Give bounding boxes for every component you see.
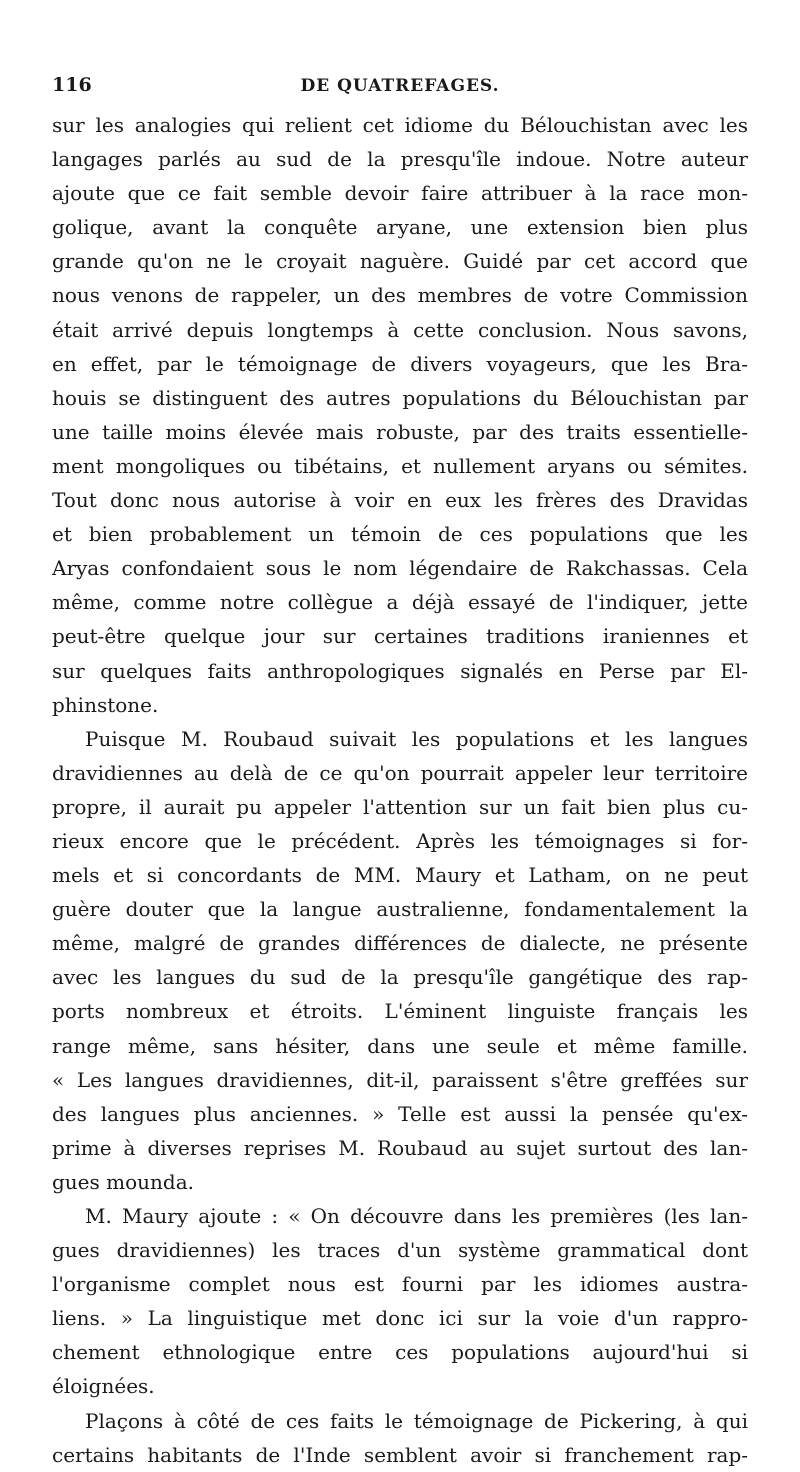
text-line: gues mounda. xyxy=(52,1169,194,1194)
text-line: certains habitants de l'Inde semblent avoir si franchement rap- xyxy=(52,1442,748,1467)
text-line: même, malgré de grandes différences de dialecte, ne présente xyxy=(52,931,748,956)
text-line: mels et si concordants de MM. Maury et Latham, on ne peut xyxy=(52,863,748,888)
text-line: et bien probablement un témoin de ces populations que les xyxy=(52,522,748,547)
text-line: dravidiennes au delà de ce qu'on pourrait appeler leur territoire xyxy=(52,760,748,785)
text-line: propre, il aurait pu appeler l'attention sur un fait bien plus cu- xyxy=(52,794,748,819)
text-line: Tout donc nous autorise à voir en eux les frères des Dravidas xyxy=(52,488,748,513)
text-line: Aryas confondaient sous le nom légendaire de Rakchassas. Cela xyxy=(52,556,748,581)
text-line: sur quelques faits anthropologiques signalés en Perse par El- xyxy=(52,658,748,683)
text-line: ports nombreux et étroits. L'éminent linguiste français les xyxy=(52,999,748,1024)
text-line: des langues plus anciennes. » Telle est aussi la pensée qu'ex- xyxy=(52,1101,748,1126)
text-line: houis se distinguent des autres populations du Bélouchistan par xyxy=(52,385,748,410)
body-text xyxy=(52,108,748,1472)
text-line: langages parlés au sud de la presqu'île indoue. Notre auteur xyxy=(52,147,748,172)
text-line: rieux encore que le précédent. Après les témoignages si for- xyxy=(52,828,748,853)
text-line: ajoute que ce fait semble devoir faire attribuer à la race mon- xyxy=(52,181,748,206)
page-number: 116 xyxy=(52,74,92,96)
text-line: ment mongoliques ou tibétains, et nullement aryans ou sémites. xyxy=(52,453,748,478)
text-line: M. Maury ajoute : « On découvre dans les premières (les lan- xyxy=(85,1204,748,1228)
text-line: guère douter que la langue australienne, fondamentalement la xyxy=(52,897,748,922)
text-line: en effet, par le témoignage de divers voyageurs, que les Bra- xyxy=(52,351,748,376)
text-line: golique, avant la conquête aryane, une extension bien plus xyxy=(52,215,748,240)
text-line: Puisque M. Roubaud suivait les populations et les langues xyxy=(85,726,748,751)
text-line: phinstone. xyxy=(52,692,159,717)
page-header xyxy=(52,74,748,104)
text-line: Plaçons à côté de ces faits le témoignage de Pickering, à qui xyxy=(85,1408,748,1433)
text-line: grande qu'on ne le croyait naguère. Guidé par cet accord que xyxy=(52,249,748,274)
text-line: gues dravidiennes) les traces d'un système grammatical dont xyxy=(52,1238,748,1263)
text-line: peut-être quelque jour sur certaines traditions iraniennes et xyxy=(52,624,748,649)
text-line: était arrivé depuis longtemps à cette conclusion. Nous savons, xyxy=(52,317,748,342)
text-line: l'organisme complet nous est fourni par les idiomes austra- xyxy=(52,1272,748,1297)
text-line: liens. » La linguistique met donc ici sur la voie d'un rappro- xyxy=(52,1306,748,1331)
text-line: prime à diverses reprises M. Roubaud au sujet surtout des lan- xyxy=(52,1135,748,1160)
text-line: avec les langues du sud de la presqu'île gangétique des rap- xyxy=(52,965,748,990)
text-line: même, comme notre collègue a déjà essayé de l'indiquer, jette xyxy=(52,590,748,615)
text-line: « Les langues dravidiennes, dit-il, paraissent s'être greffées sur xyxy=(52,1067,748,1092)
text-line: éloignées. xyxy=(52,1374,155,1399)
text-line: range même, sans hésiter, dans une seule et même famille. xyxy=(52,1033,748,1058)
running-title: DE QUATREFAGES. xyxy=(300,76,500,96)
text-line: sur les analogies qui relient cet idiome du Bélouchistan avec les xyxy=(52,113,748,137)
text-line: nous venons de rappeler, un des membres de votre Commission xyxy=(52,283,748,308)
text-line: chement ethnologique entre ces populations aujourd'hui si xyxy=(52,1340,748,1365)
text-line: une taille moins élevée mais robuste, par des traits essentielle- xyxy=(52,419,748,444)
